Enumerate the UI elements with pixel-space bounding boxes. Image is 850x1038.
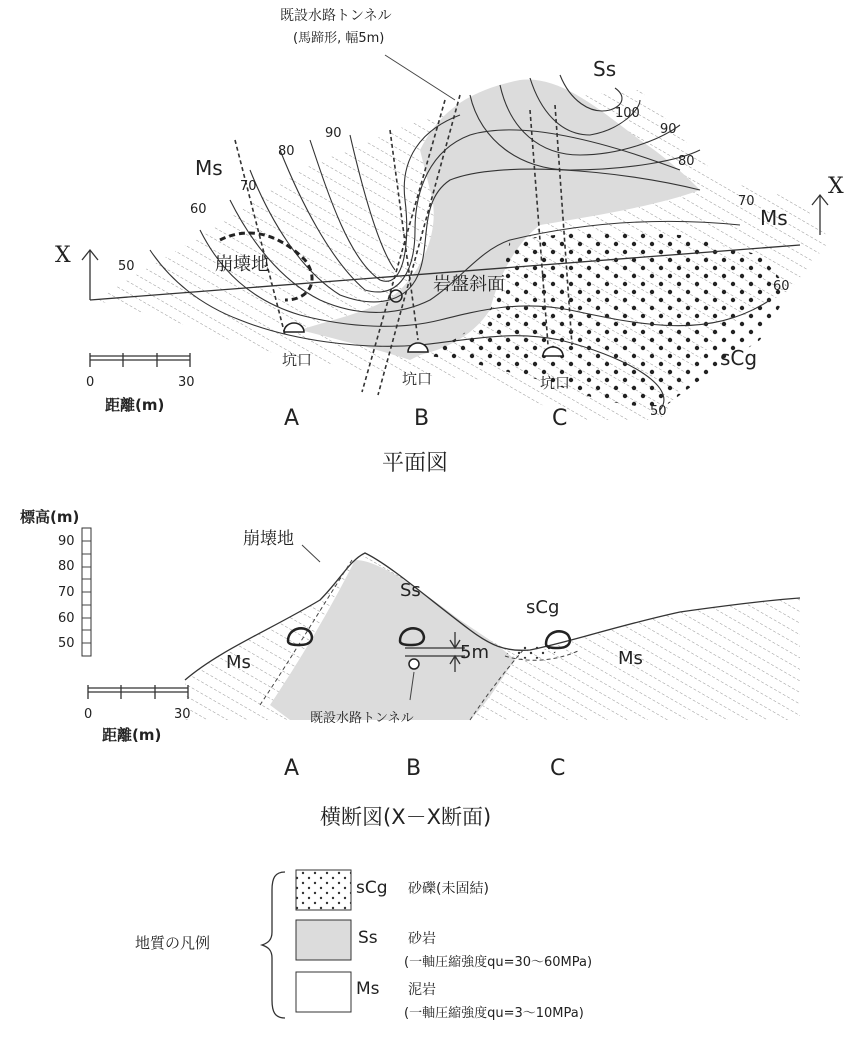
- plan-x-left: X: [55, 243, 71, 268]
- plan-portal-b: 坑口: [402, 370, 433, 388]
- legend-detail-ss: (一軸圧縮強度qu=30〜60MPa): [404, 955, 593, 970]
- elevation-axis: [20, 508, 91, 656]
- plan-rock-ms-left: Ms: [195, 156, 223, 180]
- section-c: C: [550, 756, 566, 781]
- elev-tick: 70: [58, 585, 75, 600]
- plan-x-right: X: [828, 174, 844, 199]
- legend-title: 地質の凡例: [135, 934, 211, 952]
- section-rock-scg: sCg: [526, 597, 560, 618]
- section-a: A: [284, 756, 300, 781]
- section-rock-ms-right: Ms: [618, 648, 643, 669]
- legend: [135, 870, 592, 1021]
- plan-tunnel-label: 既設水路トンネル: [280, 8, 392, 24]
- legend-name-ms: 泥岩: [408, 982, 436, 998]
- legend-code-ss: Ss: [358, 928, 378, 948]
- legend-brace: [262, 872, 285, 1018]
- plan-rock-scg: sCg: [720, 346, 758, 370]
- plan-section-b: B: [414, 406, 430, 431]
- plan-rock-ss: Ss: [593, 57, 617, 81]
- plan-slope-label: 岩盤斜面: [433, 274, 505, 295]
- legend-swatch-scg: [296, 870, 351, 910]
- plan-scale-bar: [86, 353, 195, 414]
- contour-label: 90: [660, 122, 677, 137]
- elev-tick: 50: [58, 636, 75, 651]
- elev-tick: 90: [58, 534, 75, 549]
- section-scale-0: 0: [84, 707, 93, 722]
- plan-tunnel-sub: (馬蹄形, 幅5m): [293, 31, 385, 46]
- contour-label: 50: [650, 404, 667, 419]
- plan-section-c: C: [552, 406, 568, 431]
- plan-portal-c: 坑口: [540, 374, 571, 392]
- legend-swatch-ss: [296, 920, 351, 960]
- plan-title: 平面図: [382, 451, 449, 476]
- legend-name-ss: 砂岩: [408, 931, 436, 947]
- section-rock-ss: Ss: [400, 580, 421, 601]
- contour-label: 60: [190, 202, 207, 217]
- elev-label: 標高(m): [20, 508, 80, 526]
- legend-code-ms: Ms: [356, 979, 380, 999]
- elev-tick: 60: [58, 611, 75, 626]
- section-tunnel-label: 既設水路トンネル: [310, 711, 414, 726]
- plan-scale-30: 30: [178, 375, 195, 390]
- plan-rock-ms-right: Ms: [760, 206, 788, 230]
- legend-detail-ms: (一軸圧縮強度qu=3〜10MPa): [404, 1006, 584, 1021]
- section-title: 横断図(X－X断面): [320, 805, 492, 829]
- elev-tick: 80: [58, 559, 75, 574]
- legend-code-scg: sCg: [356, 878, 388, 898]
- contour-label: 60: [773, 279, 790, 294]
- contour-label: 80: [678, 154, 695, 169]
- section-collapse-label: 崩壊地: [243, 529, 294, 549]
- contour-label: 90: [325, 126, 342, 141]
- section-b: B: [406, 756, 422, 781]
- contour-label: 50: [118, 259, 135, 274]
- contour-label: 80: [278, 144, 295, 159]
- plan-portal-a: 坑口: [282, 351, 313, 369]
- plan-collapse-label: 崩壊地: [215, 254, 269, 275]
- legend-swatch-ms: [296, 972, 351, 1012]
- section-rock-ms-left: Ms: [226, 652, 251, 673]
- contour-label: 70: [240, 179, 257, 194]
- plan-section-a: A: [284, 406, 300, 431]
- section-width-label: 5m: [460, 642, 489, 663]
- existing-tunnel-icon: [409, 659, 419, 669]
- contour-label: 100: [615, 106, 640, 121]
- section-scale-bar: [84, 685, 191, 744]
- contour-label: 70: [738, 194, 755, 209]
- cross-section: [20, 508, 800, 829]
- section-scale-30: 30: [174, 707, 191, 722]
- plan-view: [55, 7, 844, 476]
- plan-scale-label: 距離(m): [105, 396, 165, 414]
- section-scale-label: 距離(m): [102, 726, 162, 744]
- plan-scale-0: 0: [86, 375, 95, 390]
- legend-name-scg: 砂礫(未固結): [408, 881, 489, 897]
